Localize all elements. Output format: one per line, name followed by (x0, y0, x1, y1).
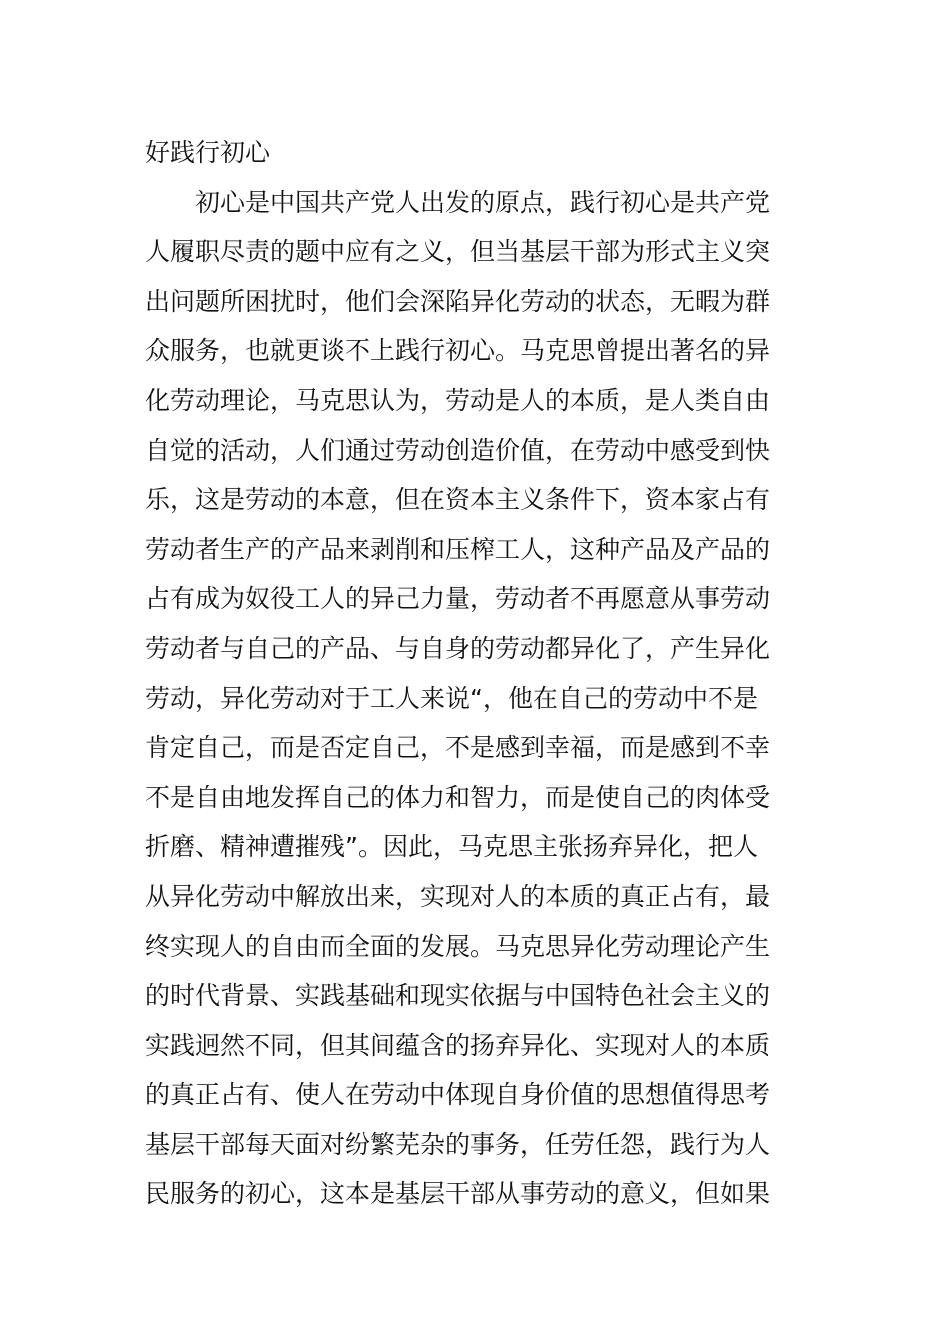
text-line: 折磨、精神遭摧残”。因此，马克思主张扬弃异化，把人 (145, 832, 758, 862)
text-line: 终实现人的自由而全面的发展。马克思异化劳动理论产生 (145, 931, 771, 961)
text-line: 化劳动理论，马克思认为，劳动是人的本质，是人类自由 (145, 385, 771, 415)
text-line: 从异化劳动中解放出来，实现对人的本质的真正占有，最 (145, 881, 771, 911)
text-line: 好践行初心 (145, 138, 271, 167)
text-line: 的时代背景、实践基础和现实依据与中国特色社会主义的 (145, 981, 771, 1011)
text-line: 的真正占有、使人在劳动中体现自身价值的思想值得思考 (145, 1080, 771, 1110)
text-line: 出问题所困扰时，他们会深陷异化劳动的状态，无暇为群 (145, 286, 771, 316)
text-line: 初心是中国共产党人出发的原点，践行初心是共产党 (195, 187, 771, 217)
text-line: 劳动者生产的产品来剥削和压榨工人，这种产品及产品的 (145, 534, 771, 564)
text-line: 乐，这是劳动的本意，但在资本主义条件下，资本家占有 (145, 485, 771, 515)
text-line: 民服务的初心，这本是基层干部从事劳动的意义，但如果 (145, 1179, 771, 1209)
text-line: 肯定自己，而是否定自己，不是感到幸福，而是感到不幸 (145, 733, 771, 763)
text-line: 基层干部每天面对纷繁芜杂的事务，任劳任怨，践行为人 (145, 1129, 771, 1159)
text-line: 实践迥然不同，但其间蕴含的扬弃异化、实现对人的本质 (145, 1030, 771, 1060)
document-body (145, 128, 810, 1219)
text-line: 不是自由地发挥自己的体力和智力，而是使自己的肉体受 (145, 782, 771, 812)
text-line: 劳动，异化劳动对于工人来说“，他在自己的劳动中不是 (145, 683, 758, 713)
text-line: 人履职尽责的题中应有之义，但当基层干部为形式主义突 (145, 237, 771, 267)
text-line: 劳动者与自己的产品、与自身的劳动都异化了，产生异化 (145, 633, 771, 663)
text-line: 占有成为奴役工人的异己力量，劳动者不再愿意从事劳动 (145, 584, 771, 614)
text-line: 自觉的活动，人们通过劳动创造价值，在劳动中感受到快 (145, 435, 771, 465)
text-line: 众服务，也就更谈不上践行初心。马克思曾提出著名的异 (145, 336, 771, 366)
